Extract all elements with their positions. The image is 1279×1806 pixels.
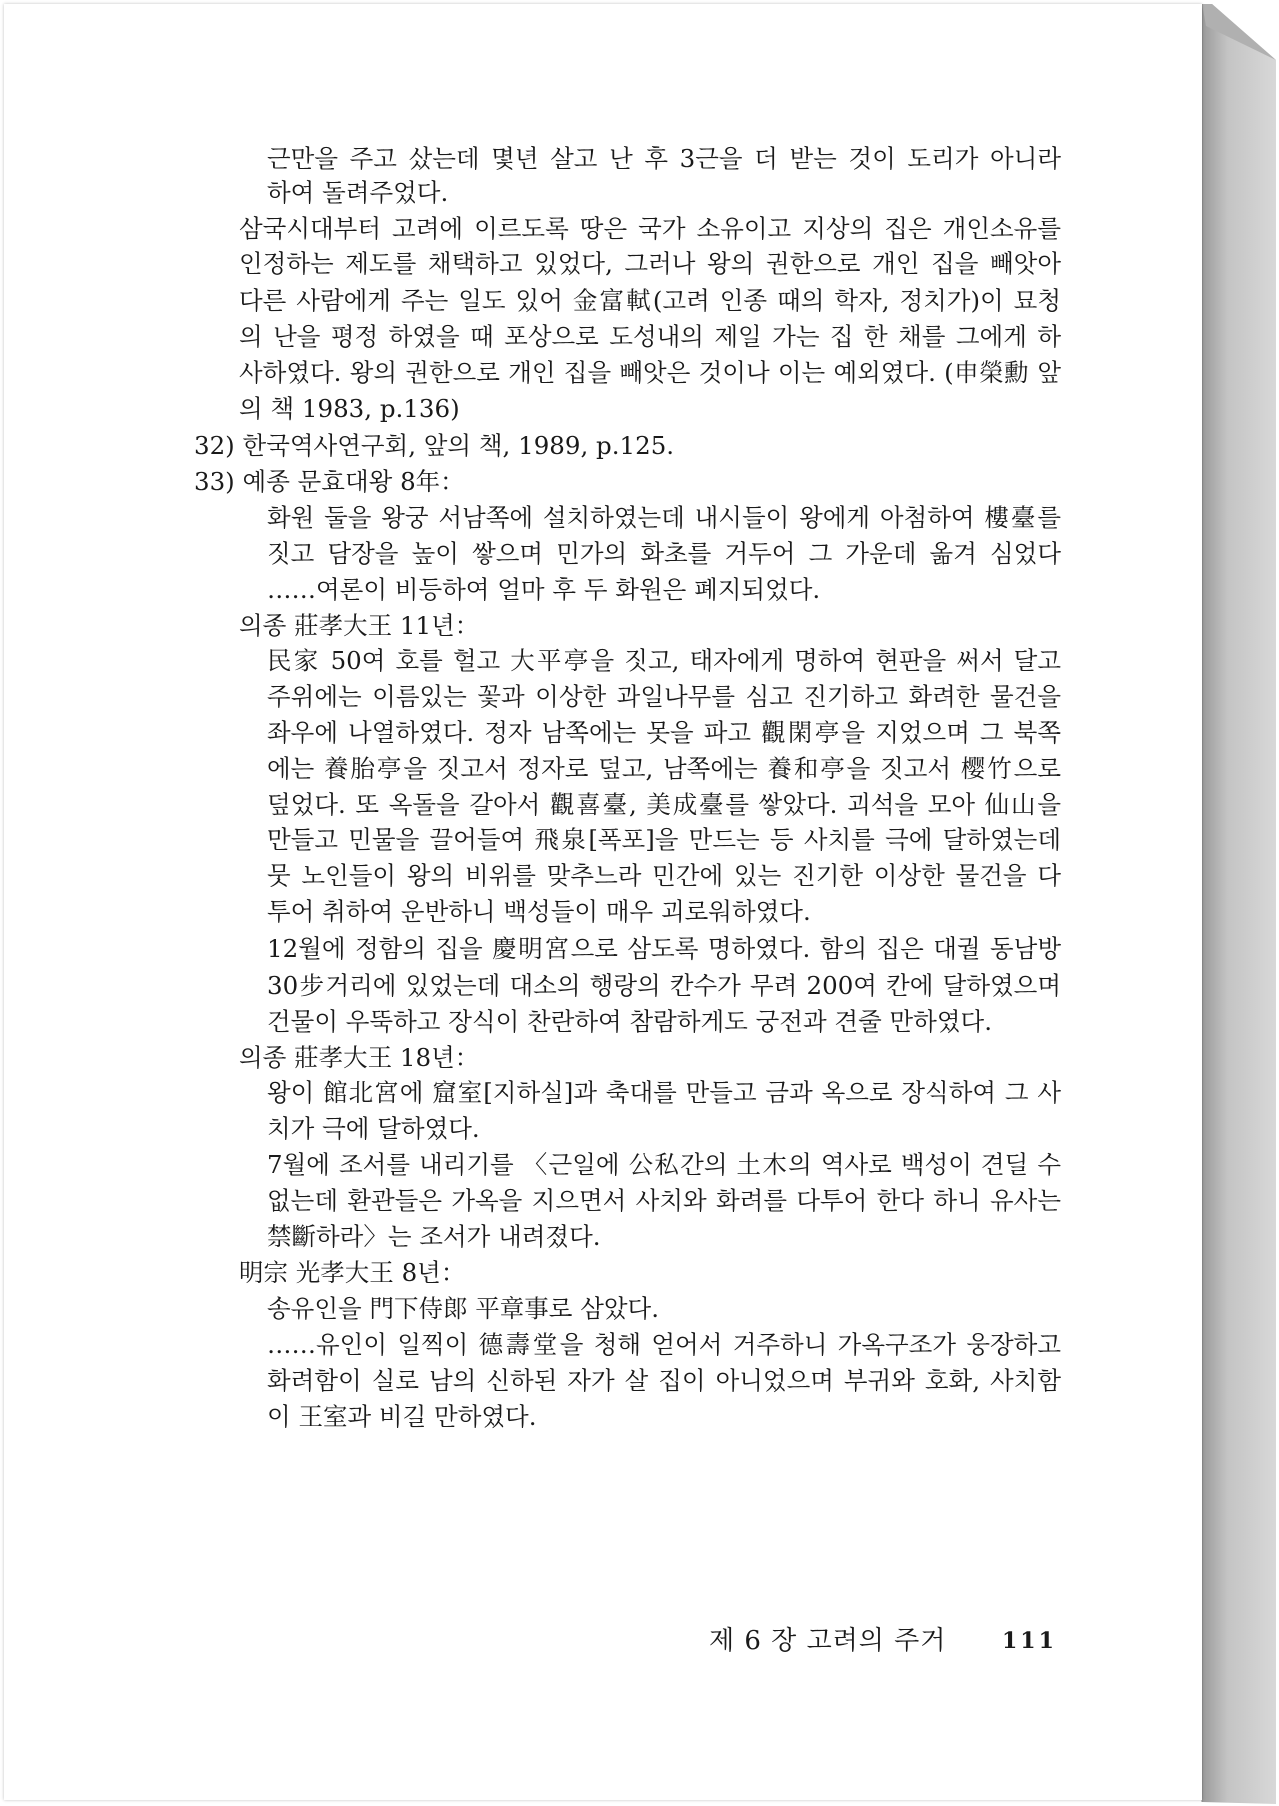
text-line: 12월에 정함의 집을 慶明宮으로 삼도록 명하였다. 함의 집은 대궐 동남방 (267, 934, 1061, 963)
text-line: 근만을 주고 샀는데 몇년 살고 난 후 3근을 더 받는 것이 도리가 아니라 (267, 144, 1061, 173)
text-line: 송유인을 門下侍郞 平章事로 삼았다. (267, 1294, 659, 1323)
text-line: 치가 극에 달하였다. (267, 1114, 480, 1143)
text-line: 하여 돌려주었다. (267, 178, 449, 207)
text-line: 民家 50여 호를 헐고 大平亭을 짓고, 태자에게 명하여 현판을 써서 달고 (267, 646, 1061, 675)
text-line: 없는데 환관들은 가옥을 지으면서 사치와 화려를 다투어 한다 하니 유사는 (267, 1186, 1061, 1215)
text-line: ……여론이 비등하여 얼마 후 두 화원은 폐지되었다. (267, 575, 821, 604)
text-line: 이 王室과 비길 만하였다. (267, 1402, 537, 1431)
text-line: 의 난을 평정 하였을 때 포상으로 도성내의 제일 가는 집 한 채를 그에게 하 (239, 322, 1061, 351)
text-line: 만들고 민물을 끌어들여 飛泉[폭포]을 만드는 등 사치를 극에 달하였는데 (267, 825, 1061, 854)
text-line: 투어 취하여 운반하니 백성들이 매우 괴로워하였다. (267, 897, 811, 926)
text-line: 화원 둘을 왕궁 서남쪽에 설치하였는데 내시들이 왕에게 아첨하여 樓臺를 (267, 503, 1061, 532)
text-line: 짓고 담장을 높이 쌓으며 민가의 화초를 거두어 그 가운데 옮겨 심었다 (267, 539, 1061, 568)
text-line: 의종 莊孝大王 11년： (239, 611, 480, 640)
text-line: 禁斷하라〉는 조서가 내려졌다. (267, 1222, 601, 1251)
text-line: 왕이 館北宮에 窟室[지하실]과 축대를 만들고 금과 옥으로 장식하여 그 사 (267, 1078, 1061, 1107)
text-line: 30步거리에 있었는데 대소의 행랑의 칸수가 무려 200여 칸에 달하였으며 (267, 971, 1061, 1000)
text-line: 7월에 조서를 내리기를 〈근일에 公私간의 土木의 역사로 백성이 견딜 수 (267, 1150, 1061, 1179)
text-line: 33) 예종 문효대왕 8年： (194, 467, 465, 496)
text-line: 좌우에 나열하였다. 정자 남쪽에는 못을 파고 觀閑亭을 지었으며 그 북쪽 (267, 718, 1061, 747)
page-number: 111 (1002, 1628, 1057, 1654)
text-line: 에는 養胎亭을 짓고서 정자로 덮고, 남쪽에는 養和亭을 짓고서 樱竹으로 (267, 754, 1061, 783)
text-line: 의 책 1983, p.136) (239, 394, 460, 423)
text-line: 의종 莊孝大王 18년： (239, 1043, 480, 1072)
text-line: 건물이 우뚝하고 장식이 찬란하여 참람하게도 궁전과 견줄 만하였다. (267, 1007, 992, 1036)
text-line: 덮었다. 또 옥돌을 갈아서 觀喜臺, 美成臺를 쌓았다. 괴석을 모아 仙山을 (267, 790, 1061, 819)
text-line: 주위에는 이름있는 꽃과 이상한 과일나무를 심고 진기하고 화려한 물건을 (267, 682, 1061, 711)
running-footer-chapter-title: 제 6 장 고려의 주거 (709, 1626, 947, 1656)
text-line: 32) 한국역사연구회, 앞의 책, 1989, p.125. (194, 431, 675, 460)
text-line: 사하였다. 왕의 권한으로 개인 집을 빼앗은 것이나 이는 예외였다. (申榮勳 앞 (239, 358, 1061, 387)
text-line: 인정하는 제도를 채택하고 있었다, 그러나 왕의 권한으로 개인 집을 빼앗아 (239, 249, 1061, 278)
text-line: 明宗 光孝大王 8년： (239, 1258, 466, 1287)
text-line: 다른 사람에게 주는 일도 있어 金富軾(고려 인종 때의 학자, 정치가)이 묘청 (239, 286, 1061, 315)
book-thickness (1202, 4, 1276, 1804)
text-line: 뭇 노인들이 왕의 비위를 맞추느라 민간에 있는 진기한 이상한 물건을 다 (267, 861, 1061, 890)
text-line: 삼국시대부터 고려에 이르도록 땅은 국가 소유이고 지상의 집은 개인소유를 (239, 214, 1061, 243)
text-line: 화려함이 실로 남의 신하된 자가 살 집이 아니었으며 부귀와 호화, 사치함 (267, 1366, 1061, 1395)
page-sheet (4, 4, 1202, 1800)
text-line: ……유인이 일찍이 德壽堂을 청해 얻어서 거주하니 가옥구조가 웅장하고 (267, 1330, 1061, 1359)
